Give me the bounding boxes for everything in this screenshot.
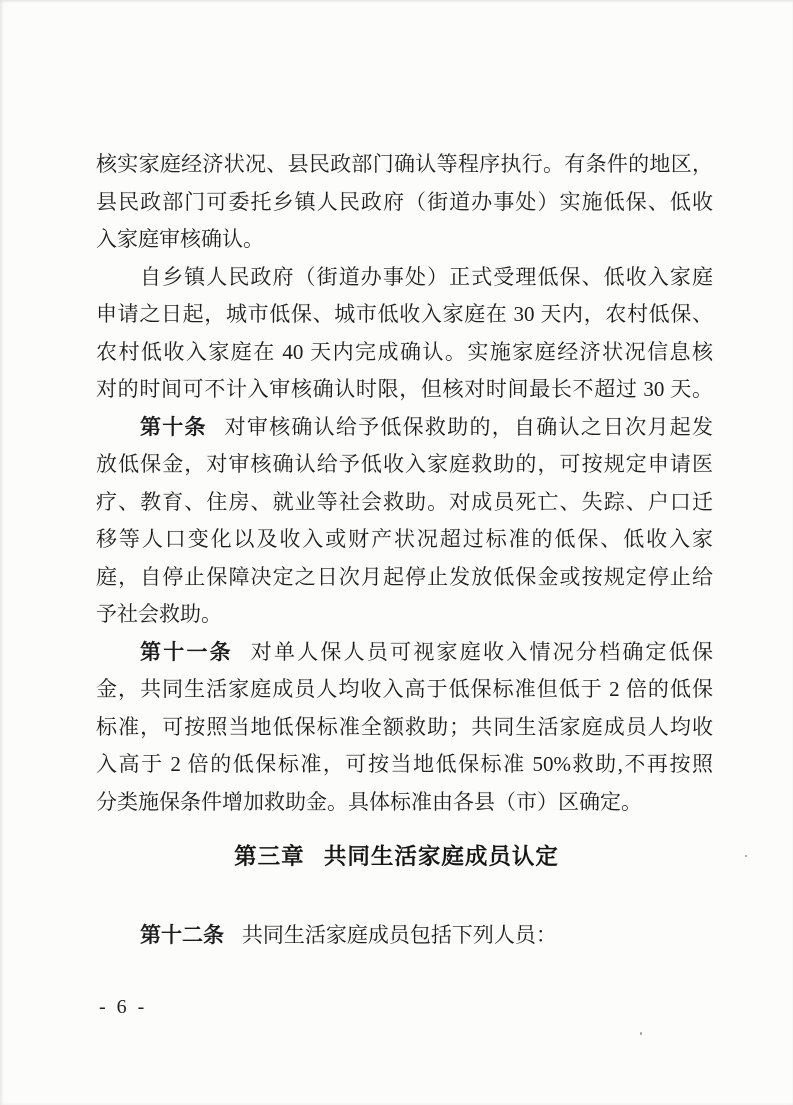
body-text-line bbox=[96, 371, 713, 409]
article-number-label: 第十二条 bbox=[140, 923, 224, 947]
body-text-line bbox=[96, 446, 713, 484]
article-number-label: 第十条 bbox=[140, 414, 207, 439]
line-text: 共同生活家庭成员包括下列人员： bbox=[241, 923, 557, 947]
body-text-line bbox=[96, 596, 713, 634]
line-text: 疗、教育、住房、就业等社会救助。对成员死亡、失踪、户口迁 bbox=[96, 489, 713, 514]
body-text-line bbox=[96, 184, 713, 222]
chapter-heading bbox=[0, 841, 793, 873]
chapter-number: 第三章 bbox=[234, 844, 305, 869]
line-text: 县民政部门可委托乡镇人民政府（街道办事处）实施低保、低收 bbox=[96, 189, 713, 214]
body-text-line bbox=[96, 409, 713, 447]
body-text-line bbox=[96, 259, 713, 297]
body-text-line bbox=[96, 634, 713, 672]
line-text: 放低保金，对审核确认给予低收入家庭救助的，可按规定申请医 bbox=[96, 452, 713, 476]
line-text: 金，共同生活家庭成员人均收入高于低保标准但低于 2 倍的低保 bbox=[96, 677, 713, 701]
line-text: 予社会救助。 bbox=[96, 602, 222, 626]
body-text-line bbox=[96, 521, 713, 559]
body-text-line bbox=[96, 296, 713, 334]
article-12-line bbox=[96, 917, 713, 955]
body-text-line bbox=[96, 221, 713, 259]
body-text-line bbox=[96, 334, 713, 372]
body-text-line bbox=[96, 709, 713, 747]
line-text: 分类施保条件增加救助金。具体标准由各县（市）区确定。 bbox=[96, 789, 642, 814]
body-text-line bbox=[96, 746, 713, 784]
line-text: 移等人口变化以及收入或财产状况超过标准的低保、低收入家 bbox=[96, 527, 713, 551]
scan-speck bbox=[745, 855, 747, 857]
line-text: 对审核确认给予低保救助的，自确认之日次月起发 bbox=[224, 414, 713, 439]
body-text-line bbox=[96, 784, 713, 822]
body-text-line bbox=[96, 146, 713, 184]
line-text: 核实家庭经济状况、县民政部门确认等程序执行。有条件的地区， bbox=[96, 152, 713, 176]
body-text-line bbox=[96, 559, 713, 597]
line-text: 对的时间可不计入审核确认时限，但核对时间最长不超过 30 天。 bbox=[96, 377, 713, 401]
document-body bbox=[96, 146, 713, 821]
line-text: 庭，自停止保障决定之日次月起停止发放低保金或按规定停止给 bbox=[96, 564, 713, 589]
line-text: 申请之日起，城市低保、城市低收入家庭在 30 天内，农村低保、 bbox=[96, 302, 713, 326]
body-text-line bbox=[96, 671, 713, 709]
chapter-title: 共同生活家庭成员认定 bbox=[323, 844, 559, 869]
article-number-label: 第十一条 bbox=[140, 639, 233, 664]
line-text: 自乡镇人民政府（街道办事处）正式受理低保、低收入家庭 bbox=[140, 264, 713, 289]
page-number: - 6 - bbox=[99, 996, 148, 1018]
line-text: 农村低收入家庭在 40 天内完成确认。实施家庭经济状况信息核 bbox=[96, 339, 713, 364]
line-text: 入家庭审核确认。 bbox=[96, 227, 264, 251]
line-text: 对单人保人员可视家庭收入情况分档确定低保 bbox=[250, 639, 713, 664]
line-text: 标准，可按照当地低保标准全额救助；共同生活家庭成员人均收 bbox=[96, 714, 713, 739]
scan-speck bbox=[640, 1032, 642, 1035]
line-text: 入高于 2 倍的低保标准，可按当地低保标准 50%救助,不再按照 bbox=[96, 752, 713, 776]
body-text-line bbox=[96, 484, 713, 522]
